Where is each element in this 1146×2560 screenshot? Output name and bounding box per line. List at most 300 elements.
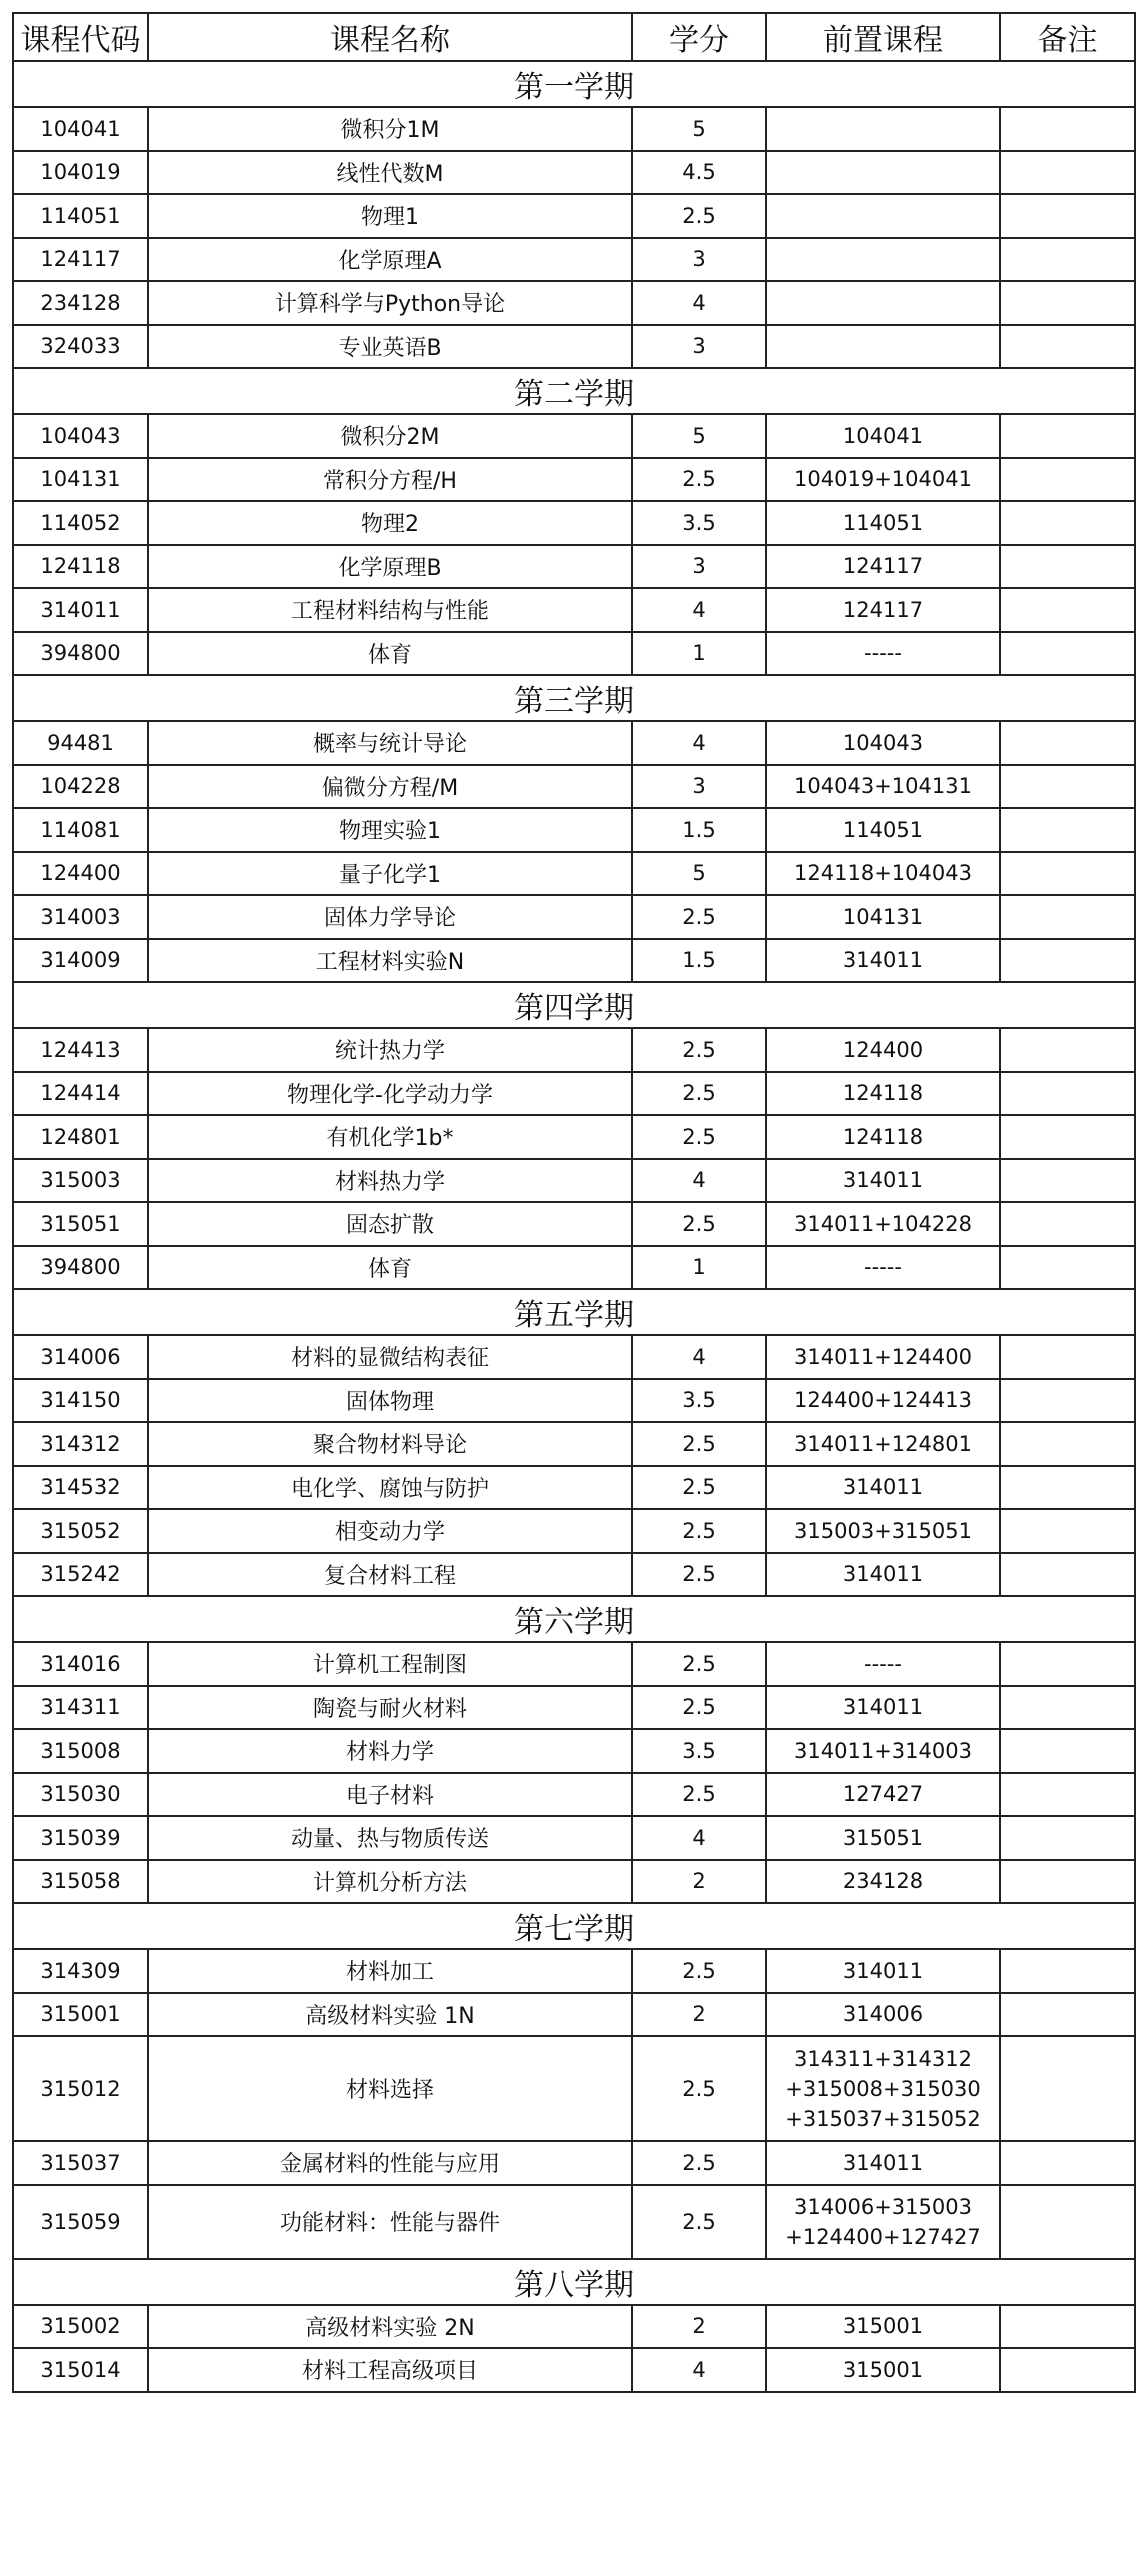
prerequisite-line: 124118	[842, 1124, 924, 1149]
prerequisites-cell	[766, 632, 1000, 676]
prerequisites-cell	[766, 1642, 1000, 1686]
credits-cell: 3	[632, 325, 766, 369]
course-code-cell: 314532	[13, 1466, 148, 1510]
credits-cell: 3.5	[632, 1379, 766, 1423]
table-row	[13, 2141, 1135, 2185]
credits-cell: 5	[632, 852, 766, 896]
credits-cell: 2	[632, 2305, 766, 2349]
semester-title: 第六学期	[13, 1596, 1135, 1642]
prerequisite-line: 104043	[842, 730, 924, 755]
remarks-cell	[1000, 1816, 1135, 1860]
course-name-cell: 固体力学导论	[148, 895, 632, 939]
prerequisite-line: 124400+124413	[794, 1388, 972, 1413]
remarks-cell	[1000, 808, 1135, 852]
prerequisite-line: 124117	[842, 597, 924, 622]
semester-header-row	[13, 2259, 1135, 2305]
prerequisites-cell	[766, 2141, 1000, 2185]
semester-header-row	[13, 982, 1135, 1028]
prerequisites-cell	[766, 1422, 1000, 1466]
table-row	[13, 238, 1135, 282]
prerequisite-line: 314006	[842, 2002, 924, 2027]
semester-header-row	[13, 675, 1135, 721]
course-name-cell: 专业英语B	[148, 325, 632, 369]
course-name-cell: 常积分方程/H	[148, 458, 632, 502]
credits-cell: 2.5	[632, 1422, 766, 1466]
prerequisite-line: -----	[864, 641, 902, 666]
remarks-cell	[1000, 545, 1135, 589]
course-name-cell: 微积分2M	[148, 414, 632, 458]
course-code-cell: 314009	[13, 939, 148, 983]
remarks-cell	[1000, 1072, 1135, 1116]
course-code-cell: 124801	[13, 1115, 148, 1159]
table-row	[13, 1949, 1135, 1993]
table-row	[13, 1993, 1135, 2037]
credits-cell: 4	[632, 1159, 766, 1203]
prerequisites-cell	[766, 765, 1000, 809]
prerequisite-line: 104041	[842, 423, 924, 448]
credits-cell: 2.5	[632, 1202, 766, 1246]
prerequisites-cell	[766, 1860, 1000, 1904]
prerequisite-line: 104043+104131	[794, 774, 972, 799]
course-name-cell: 工程材料实验N	[148, 939, 632, 983]
remarks-cell	[1000, 151, 1135, 195]
credits-cell: 2.5	[632, 895, 766, 939]
course-name-cell: 材料力学	[148, 1729, 632, 1773]
prerequisite-line: 315001	[842, 2357, 924, 2382]
table-row	[13, 414, 1135, 458]
course-code-cell: 104228	[13, 765, 148, 809]
semester-title: 第七学期	[13, 1903, 1135, 1949]
table-row	[13, 1335, 1135, 1379]
credits-cell: 2.5	[632, 1072, 766, 1116]
remarks-cell	[1000, 414, 1135, 458]
prerequisite-line: 314011+124801	[794, 1431, 972, 1456]
remarks-cell	[1000, 107, 1135, 151]
prerequisite-line: 234128	[842, 1869, 924, 1894]
course-code-cell: 314309	[13, 1949, 148, 1993]
remarks-cell	[1000, 939, 1135, 983]
prerequisite-line: 314011+124400	[794, 1344, 972, 1369]
table-row	[13, 852, 1135, 896]
prerequisite-line: 314011	[842, 948, 924, 973]
curriculum-table	[12, 12, 1136, 2393]
prerequisite-line: 124118	[842, 1081, 924, 1106]
course-name-cell: 高级材料实验 2N	[148, 2305, 632, 2349]
prerequisite-line: 314011+104228	[794, 1211, 972, 1236]
course-name-cell: 物理化学-化学动力学	[148, 1072, 632, 1116]
prerequisites-cell	[766, 1816, 1000, 1860]
table-row	[13, 1379, 1135, 1423]
course-name-cell: 相变动力学	[148, 1509, 632, 1553]
credits-cell: 4	[632, 2348, 766, 2392]
prerequisites-cell	[766, 2305, 1000, 2349]
prerequisites-cell	[766, 1686, 1000, 1730]
credits-cell: 4	[632, 1816, 766, 1860]
course-code-cell: 315014	[13, 2348, 148, 2392]
remarks-cell	[1000, 1642, 1135, 1686]
table-row	[13, 151, 1135, 195]
course-code-cell: 315037	[13, 2141, 148, 2185]
prerequisites-cell	[766, 852, 1000, 896]
remarks-cell	[1000, 1553, 1135, 1597]
remarks-cell	[1000, 1335, 1135, 1379]
prerequisites-cell	[766, 1773, 1000, 1817]
course-code-cell: 314150	[13, 1379, 148, 1423]
table-row	[13, 1422, 1135, 1466]
remarks-cell	[1000, 2036, 1135, 2141]
prerequisite-line: +315037+315052	[785, 2106, 981, 2131]
course-code-cell: 315002	[13, 2305, 148, 2349]
course-name-cell: 概率与统计导论	[148, 721, 632, 765]
prerequisite-line: 114051	[842, 817, 924, 842]
credits-cell: 2.5	[632, 1773, 766, 1817]
course-name-cell: 有机化学1b*	[148, 1115, 632, 1159]
credits-cell: 4	[632, 281, 766, 325]
remarks-cell	[1000, 632, 1135, 676]
credits-cell: 3	[632, 238, 766, 282]
credits-cell: 2.5	[632, 2036, 766, 2141]
table-row	[13, 1553, 1135, 1597]
course-name-cell: 复合材料工程	[148, 1553, 632, 1597]
semester-title: 第一学期	[13, 61, 1135, 107]
remarks-cell	[1000, 194, 1135, 238]
course-name-cell: 高级材料实验 1N	[148, 1993, 632, 2037]
prerequisites-cell	[766, 194, 1000, 238]
table-row	[13, 1729, 1135, 1773]
remarks-cell	[1000, 1028, 1135, 1072]
course-name-cell: 物理2	[148, 501, 632, 545]
course-code-cell: 234128	[13, 281, 148, 325]
course-name-cell: 材料工程高级项目	[148, 2348, 632, 2392]
table-row	[13, 1202, 1135, 1246]
semester-header-row	[13, 1289, 1135, 1335]
course-code-cell: 124413	[13, 1028, 148, 1072]
prerequisites-cell	[766, 501, 1000, 545]
prerequisite-line: 314006+315003	[794, 2194, 972, 2219]
remarks-cell	[1000, 1993, 1135, 2037]
remarks-cell	[1000, 1729, 1135, 1773]
course-code-cell: 314006	[13, 1335, 148, 1379]
semester-title: 第五学期	[13, 1289, 1135, 1335]
prerequisite-line: 127427	[842, 1782, 924, 1807]
prerequisites-cell	[766, 107, 1000, 151]
course-name-cell: 金属材料的性能与应用	[148, 2141, 632, 2185]
table-row	[13, 808, 1135, 852]
course-name-cell: 计算机分析方法	[148, 1860, 632, 1904]
course-code-cell: 315012	[13, 2036, 148, 2141]
course-name-cell: 陶瓷与耐火材料	[148, 1686, 632, 1730]
course-name-cell: 材料的显微结构表征	[148, 1335, 632, 1379]
table-row	[13, 1773, 1135, 1817]
course-name-cell: 统计热力学	[148, 1028, 632, 1072]
course-name-cell: 工程材料结构与性能	[148, 588, 632, 632]
course-name-cell: 计算机工程制图	[148, 1642, 632, 1686]
prerequisite-line: +124400+127427	[785, 2224, 981, 2249]
table-row	[13, 2305, 1135, 2349]
course-code-cell: 315008	[13, 1729, 148, 1773]
remarks-cell	[1000, 1686, 1135, 1730]
table-row	[13, 895, 1135, 939]
prerequisite-line: 124400	[842, 1037, 924, 1062]
course-name-cell: 材料选择	[148, 2036, 632, 2141]
prerequisite-line: 314011	[842, 2150, 924, 2175]
table-row	[13, 281, 1135, 325]
course-code-cell: 394800	[13, 632, 148, 676]
prerequisite-line: 314011	[842, 1168, 924, 1193]
course-code-cell: 315058	[13, 1860, 148, 1904]
course-code-cell: 314312	[13, 1422, 148, 1466]
header-course-name: 课程名称	[148, 13, 632, 61]
credits-cell: 3.5	[632, 1729, 766, 1773]
course-name-cell: 聚合物材料导论	[148, 1422, 632, 1466]
prerequisites-cell	[766, 325, 1000, 369]
prerequisites-cell	[766, 895, 1000, 939]
credits-cell: 4	[632, 1335, 766, 1379]
prerequisites-cell	[766, 808, 1000, 852]
remarks-cell	[1000, 1509, 1135, 1553]
remarks-cell	[1000, 325, 1135, 369]
remarks-cell	[1000, 1246, 1135, 1290]
prerequisite-line: 104019+104041	[794, 467, 972, 492]
table-row	[13, 1246, 1135, 1290]
credits-cell: 2.5	[632, 1028, 766, 1072]
credits-cell: 2.5	[632, 1642, 766, 1686]
remarks-cell	[1000, 765, 1135, 809]
course-code-cell: 315039	[13, 1816, 148, 1860]
course-name-cell: 计算科学与Python导论	[148, 281, 632, 325]
course-name-cell: 材料热力学	[148, 1159, 632, 1203]
header-credits: 学分	[632, 13, 766, 61]
course-name-cell: 体育	[148, 632, 632, 676]
table-row	[13, 107, 1135, 151]
prerequisites-cell	[766, 1993, 1000, 2037]
course-code-cell: 114081	[13, 808, 148, 852]
credits-cell: 1.5	[632, 939, 766, 983]
remarks-cell	[1000, 1202, 1135, 1246]
table-row	[13, 1860, 1135, 1904]
prerequisites-cell	[766, 1115, 1000, 1159]
prerequisites-cell	[766, 1509, 1000, 1553]
course-code-cell: 314003	[13, 895, 148, 939]
course-name-cell: 固态扩散	[148, 1202, 632, 1246]
course-code-cell: 394800	[13, 1246, 148, 1290]
course-code-cell: 114051	[13, 194, 148, 238]
prerequisite-line: -----	[864, 1651, 902, 1676]
course-name-cell: 动量、热与物质传送	[148, 1816, 632, 1860]
course-code-cell: 124400	[13, 852, 148, 896]
credits-cell: 3.5	[632, 501, 766, 545]
remarks-cell	[1000, 852, 1135, 896]
prerequisites-cell	[766, 1553, 1000, 1597]
prerequisite-line: 124118+104043	[794, 861, 972, 886]
credits-cell: 2.5	[632, 458, 766, 502]
course-name-cell: 微积分1M	[148, 107, 632, 151]
course-code-cell: 315030	[13, 1773, 148, 1817]
credits-cell: 2.5	[632, 1949, 766, 1993]
table-row	[13, 1509, 1135, 1553]
prerequisites-cell	[766, 1028, 1000, 1072]
table-row	[13, 2036, 1135, 2141]
prerequisite-line: 315001	[842, 2314, 924, 2339]
table-row	[13, 501, 1135, 545]
credits-cell: 2.5	[632, 1509, 766, 1553]
course-code-cell: 94481	[13, 721, 148, 765]
semester-header-row	[13, 1596, 1135, 1642]
course-code-cell: 124117	[13, 238, 148, 282]
prerequisites-cell	[766, 1246, 1000, 1290]
semester-title: 第三学期	[13, 675, 1135, 721]
remarks-cell	[1000, 2348, 1135, 2392]
remarks-cell	[1000, 1379, 1135, 1423]
credits-cell: 2.5	[632, 1553, 766, 1597]
header-prerequisites: 前置课程	[766, 13, 1000, 61]
prerequisites-cell	[766, 151, 1000, 195]
remarks-cell	[1000, 1159, 1135, 1203]
table-row	[13, 1642, 1135, 1686]
remarks-cell	[1000, 1773, 1135, 1817]
credits-cell: 1.5	[632, 808, 766, 852]
table-row	[13, 939, 1135, 983]
header-row	[13, 13, 1135, 61]
course-name-cell: 量子化学1	[148, 852, 632, 896]
semester-header-row	[13, 61, 1135, 107]
prerequisites-cell	[766, 588, 1000, 632]
header-course-code: 课程代码	[13, 13, 148, 61]
prerequisite-line: 314311+314312	[794, 2046, 972, 2071]
remarks-cell	[1000, 1466, 1135, 1510]
prerequisites-cell	[766, 2348, 1000, 2392]
course-code-cell: 315059	[13, 2185, 148, 2259]
prerequisites-cell	[766, 1466, 1000, 1510]
remarks-cell	[1000, 238, 1135, 282]
prerequisites-cell	[766, 1379, 1000, 1423]
prerequisite-line: 314011	[842, 1562, 924, 1587]
prerequisites-cell	[766, 2036, 1000, 2141]
prerequisites-cell	[766, 1072, 1000, 1116]
credits-cell: 2	[632, 1993, 766, 2037]
table-row	[13, 765, 1135, 809]
course-code-cell: 104131	[13, 458, 148, 502]
remarks-cell	[1000, 588, 1135, 632]
table-row	[13, 588, 1135, 632]
table-row	[13, 1115, 1135, 1159]
course-name-cell: 化学原理A	[148, 238, 632, 282]
table-row	[13, 721, 1135, 765]
credits-cell: 3	[632, 765, 766, 809]
course-code-cell: 324033	[13, 325, 148, 369]
prerequisites-cell	[766, 458, 1000, 502]
prerequisite-line: 315051	[842, 1825, 924, 1850]
table-row	[13, 1072, 1135, 1116]
credits-cell: 1	[632, 632, 766, 676]
prerequisite-line: -----	[864, 1255, 902, 1280]
prerequisites-cell	[766, 2185, 1000, 2259]
semester-title: 第四学期	[13, 982, 1135, 1028]
course-code-cell: 314311	[13, 1686, 148, 1730]
course-code-cell: 104041	[13, 107, 148, 151]
prerequisites-cell	[766, 1335, 1000, 1379]
credits-cell: 4	[632, 721, 766, 765]
semester-header-row	[13, 1903, 1135, 1949]
table-row	[13, 1466, 1135, 1510]
prerequisites-cell	[766, 1202, 1000, 1246]
prerequisites-cell	[766, 414, 1000, 458]
credits-cell: 1	[632, 1246, 766, 1290]
course-code-cell: 315052	[13, 1509, 148, 1553]
credits-cell: 4	[632, 588, 766, 632]
prerequisite-line: +315008+315030	[785, 2076, 981, 2101]
course-code-cell: 314016	[13, 1642, 148, 1686]
course-code-cell: 124414	[13, 1072, 148, 1116]
remarks-cell	[1000, 458, 1135, 502]
remarks-cell	[1000, 2185, 1135, 2259]
remarks-cell	[1000, 1115, 1135, 1159]
remarks-cell	[1000, 721, 1135, 765]
semester-header-row	[13, 368, 1135, 414]
course-name-cell: 物理实验1	[148, 808, 632, 852]
table-row	[13, 545, 1135, 589]
course-name-cell: 电化学、腐蚀与防护	[148, 1466, 632, 1510]
semester-title: 第八学期	[13, 2259, 1135, 2305]
course-name-cell: 物理1	[148, 194, 632, 238]
prerequisite-line: 314011+314003	[794, 1738, 972, 1763]
course-name-cell: 偏微分方程/M	[148, 765, 632, 809]
course-code-cell: 124118	[13, 545, 148, 589]
prerequisite-line: 315003+315051	[794, 1518, 972, 1543]
credits-cell: 3	[632, 545, 766, 589]
credits-cell: 5	[632, 107, 766, 151]
header-remarks: 备注	[1000, 13, 1135, 61]
remarks-cell	[1000, 2305, 1135, 2349]
prerequisites-cell	[766, 281, 1000, 325]
prerequisite-line: 314011	[842, 1475, 924, 1500]
remarks-cell	[1000, 1860, 1135, 1904]
table-row	[13, 1159, 1135, 1203]
prerequisites-cell	[766, 238, 1000, 282]
credits-cell: 2.5	[632, 1466, 766, 1510]
table-row	[13, 194, 1135, 238]
course-code-cell: 104043	[13, 414, 148, 458]
prerequisite-line: 104131	[842, 904, 924, 929]
table-row	[13, 1028, 1135, 1072]
remarks-cell	[1000, 281, 1135, 325]
table-row	[13, 325, 1135, 369]
course-code-cell: 315051	[13, 1202, 148, 1246]
table-header	[13, 13, 1135, 61]
course-name-cell: 固体物理	[148, 1379, 632, 1423]
course-name-cell: 电子材料	[148, 1773, 632, 1817]
course-code-cell: 315242	[13, 1553, 148, 1597]
credits-cell: 2.5	[632, 1686, 766, 1730]
prerequisites-cell	[766, 1729, 1000, 1773]
course-name-cell: 功能材料：性能与器件	[148, 2185, 632, 2259]
prerequisite-line: 314011	[842, 1695, 924, 1720]
table-row	[13, 1686, 1135, 1730]
credits-cell: 2.5	[632, 2185, 766, 2259]
course-name-cell: 材料加工	[148, 1949, 632, 1993]
course-code-cell: 315003	[13, 1159, 148, 1203]
table-row	[13, 1816, 1135, 1860]
prerequisites-cell	[766, 1949, 1000, 1993]
remarks-cell	[1000, 895, 1135, 939]
course-name-cell: 线性代数M	[148, 151, 632, 195]
credits-cell: 2	[632, 1860, 766, 1904]
table-body	[13, 61, 1135, 2392]
prerequisites-cell	[766, 545, 1000, 589]
credits-cell: 4.5	[632, 151, 766, 195]
course-code-cell: 104019	[13, 151, 148, 195]
course-code-cell: 114052	[13, 501, 148, 545]
